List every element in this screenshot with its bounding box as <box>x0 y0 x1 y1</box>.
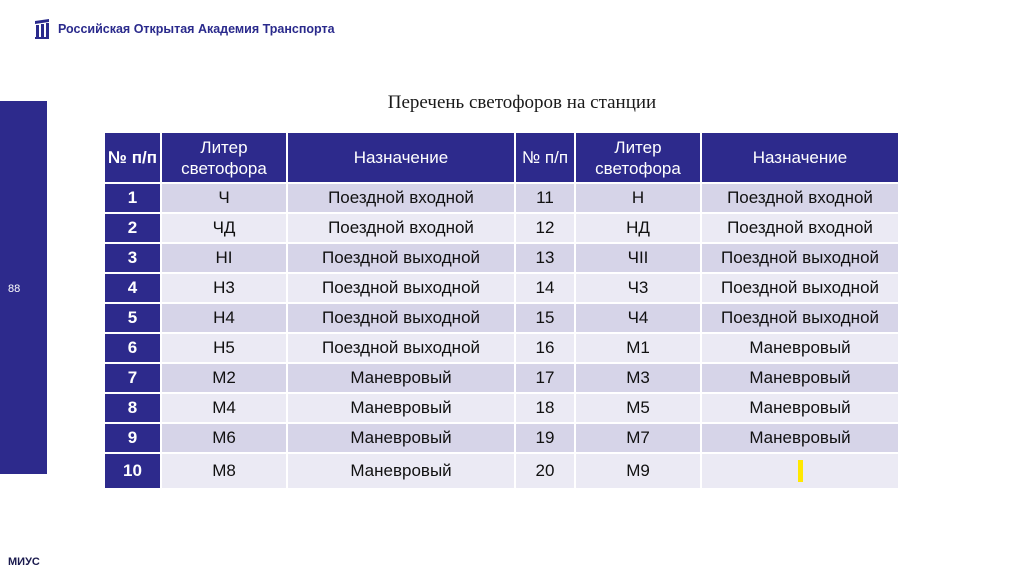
signal-purpose: Маневровый <box>287 363 515 393</box>
signal-letter: М9 <box>575 453 701 489</box>
footer-label: МИУС <box>8 556 40 568</box>
table-row <box>105 183 899 213</box>
row-number: 5 <box>105 303 161 333</box>
signal-purpose: Поездной выходной <box>701 303 899 333</box>
signal-letter: М1 <box>575 333 701 363</box>
signal-purpose: Маневровый <box>701 333 899 363</box>
signal-letter: Н5 <box>161 333 287 363</box>
row-number: 13 <box>515 243 575 273</box>
table-header-row <box>105 133 899 183</box>
header-signal-letter: Литер светофора <box>575 133 701 183</box>
signal-purpose-empty <box>701 453 899 489</box>
row-number: 19 <box>515 423 575 453</box>
signal-purpose: Поездной входной <box>701 183 899 213</box>
header-purpose: Назначение <box>701 133 899 183</box>
signal-purpose: Маневровый <box>701 363 899 393</box>
page-number: 88 <box>8 283 21 295</box>
signal-purpose: Поездной выходной <box>701 243 899 273</box>
row-number: 3 <box>105 243 161 273</box>
signal-purpose: Поездной выходной <box>287 303 515 333</box>
row-number: 15 <box>515 303 575 333</box>
row-number: 2 <box>105 213 161 243</box>
slide-title: Перечень светофоров на станции <box>387 92 657 113</box>
signal-letter: М2 <box>161 363 287 393</box>
row-number: 8 <box>105 393 161 423</box>
signal-purpose: Маневровый <box>287 423 515 453</box>
signal-letter: НI <box>161 243 287 273</box>
signal-purpose: Поездной входной <box>701 213 899 243</box>
signal-purpose: Маневровый <box>287 393 515 423</box>
row-number: 11 <box>515 183 575 213</box>
signal-letter: НД <box>575 213 701 243</box>
signal-letter: ЧII <box>575 243 701 273</box>
header-signal-letter: Литер светофора <box>161 133 287 183</box>
signal-purpose: Маневровый <box>287 453 515 489</box>
row-number: 10 <box>105 453 161 489</box>
table-row <box>105 213 899 243</box>
row-number: 17 <box>515 363 575 393</box>
signal-letter: М6 <box>161 423 287 453</box>
org-name: Российская Открытая Академия Транспорта <box>58 22 335 36</box>
signal-purpose: Маневровый <box>701 423 899 453</box>
header-number: № п/п <box>105 133 161 183</box>
table-row <box>105 303 899 333</box>
table-row <box>105 393 899 423</box>
table-row <box>105 363 899 393</box>
header-number: № п/п <box>515 133 575 183</box>
signal-letter: Н4 <box>161 303 287 333</box>
logo <box>34 18 335 40</box>
signal-purpose: Поездной выходной <box>287 273 515 303</box>
signal-letter: М7 <box>575 423 701 453</box>
signal-letter: М3 <box>575 363 701 393</box>
row-number: 1 <box>105 183 161 213</box>
academy-logo-icon <box>34 18 50 40</box>
table-row <box>105 333 899 363</box>
signal-letter: Н <box>575 183 701 213</box>
row-number: 18 <box>515 393 575 423</box>
signal-letter: Н3 <box>161 273 287 303</box>
row-number: 20 <box>515 453 575 489</box>
signal-purpose: Поездной входной <box>287 213 515 243</box>
header-purpose: Назначение <box>287 133 515 183</box>
signal-purpose: Поездной входной <box>287 183 515 213</box>
table-row <box>105 243 899 273</box>
row-number: 14 <box>515 273 575 303</box>
signal-purpose: Маневровый <box>701 393 899 423</box>
row-number: 12 <box>515 213 575 243</box>
signal-letter: М4 <box>161 393 287 423</box>
signal-letter: Ч <box>161 183 287 213</box>
signal-letter: М5 <box>575 393 701 423</box>
signal-letter: Ч4 <box>575 303 701 333</box>
table-row <box>105 453 899 489</box>
row-number: 7 <box>105 363 161 393</box>
signal-purpose: Поездной выходной <box>287 333 515 363</box>
text-cursor-marker <box>798 460 803 482</box>
signal-purpose: Поездной выходной <box>701 273 899 303</box>
signal-purpose: Поездной выходной <box>287 243 515 273</box>
signal-letter: М8 <box>161 453 287 489</box>
table-row <box>105 423 899 453</box>
row-number: 9 <box>105 423 161 453</box>
row-number: 6 <box>105 333 161 363</box>
row-number: 4 <box>105 273 161 303</box>
signals-table <box>105 133 900 490</box>
row-number: 16 <box>515 333 575 363</box>
signal-letter: ЧД <box>161 213 287 243</box>
signal-letter: Ч3 <box>575 273 701 303</box>
table-row <box>105 273 899 303</box>
